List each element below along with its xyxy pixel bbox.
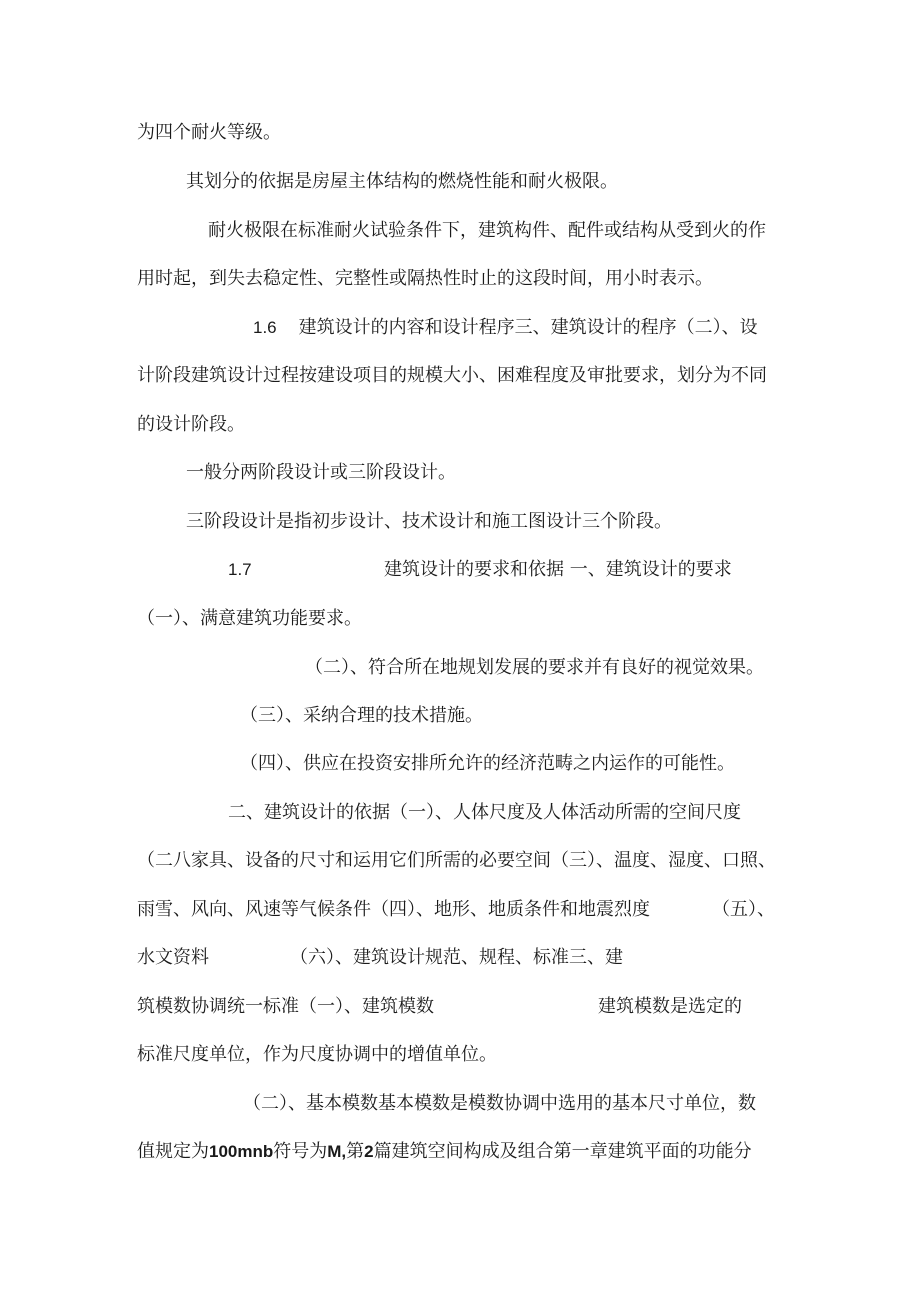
text-line: 用时起，到失去稳定性、完整性或隔热性时止的这段时间，用小时表示。 (137, 268, 713, 289)
text-line: 的设计阶段。 (137, 414, 245, 435)
text-fragment: 值规定为 (137, 1141, 209, 1162)
chapter-number: 2 (364, 1142, 374, 1161)
text-line: 为四个耐火等级。 (137, 122, 281, 143)
module-symbol: M, (327, 1142, 347, 1161)
text-fragment: （五）、 (712, 899, 775, 920)
text-fragment: 建筑模数是选定的 (598, 996, 742, 1017)
text-fragment: 符号为 (273, 1141, 328, 1162)
text-fragment: 第 (346, 1141, 365, 1162)
text-line: 一般分两阶段设计或三阶段设计。 (186, 462, 456, 483)
section-text: 建筑设计的内容和设计程序三、建筑设计的程序（二）、设 (298, 317, 758, 338)
text-line: 三阶段设计是指初步设计、技术设计和施工图设计三个阶段。 (186, 511, 672, 532)
text-line: （一）、满意建筑功能要求。 (137, 608, 362, 629)
text-line: 水文资料 (137, 947, 209, 968)
text-fragment: 篇建筑空间构成及组合第一章建筑平面的功能分 (373, 1141, 752, 1162)
section-heading-1-7 (228, 558, 252, 582)
section-heading-1-6 (253, 316, 758, 340)
text-line: （二）、基本模数基本模数是模数协调中选用的基本尺寸单位，数 (243, 1093, 756, 1114)
text-fragment: （六）、建筑设计规范、规程、标准三、建 (290, 947, 623, 968)
text-line (137, 1140, 752, 1164)
section-number: 1.7 (228, 560, 252, 579)
text-line: （四）、供应在投资安排所允许的经济范畴之内运作的可能性。 (240, 753, 735, 774)
text-line: （三）、采纳合理的技术措施。 (240, 705, 483, 726)
text-line: 雨雪、风向、风速等气候条件（四）、地形、地质条件和地震烈度 (137, 899, 650, 920)
text-line: （二）、符合所在地规划发展的要求并有良好的视觉效果。 (305, 657, 764, 678)
text-line: 二、建筑设计的依据（一）、人体尺度及人体活动所需的空间尺度 (228, 802, 741, 823)
text-line: 计阶段建筑设计过程按建设项目的规模大小、困难程度及审批要求，划分为不同 (137, 365, 767, 386)
text-line: （二八家具、设备的尺寸和运用它们所需的必要空间（三）、温度、湿度、口照、 (137, 850, 776, 871)
section-number: 1.6 (253, 318, 277, 337)
text-line: 耐火极限在标准耐火试验条件下，建筑构件、配件或结构从受到火的作 (208, 220, 766, 241)
section-text: 建筑设计的要求和依据 一、建筑设计的要求 (384, 559, 732, 580)
text-line: 其划分的依据是房屋主体结构的燃烧性能和耐火极限。 (186, 171, 618, 192)
text-line: 筑模数协调统一标准（一）、建筑模数 (137, 996, 434, 1017)
text-line: 标准尺度单位，作为尺度协调中的增值单位。 (137, 1044, 497, 1065)
module-value: 100mnb (209, 1142, 274, 1161)
